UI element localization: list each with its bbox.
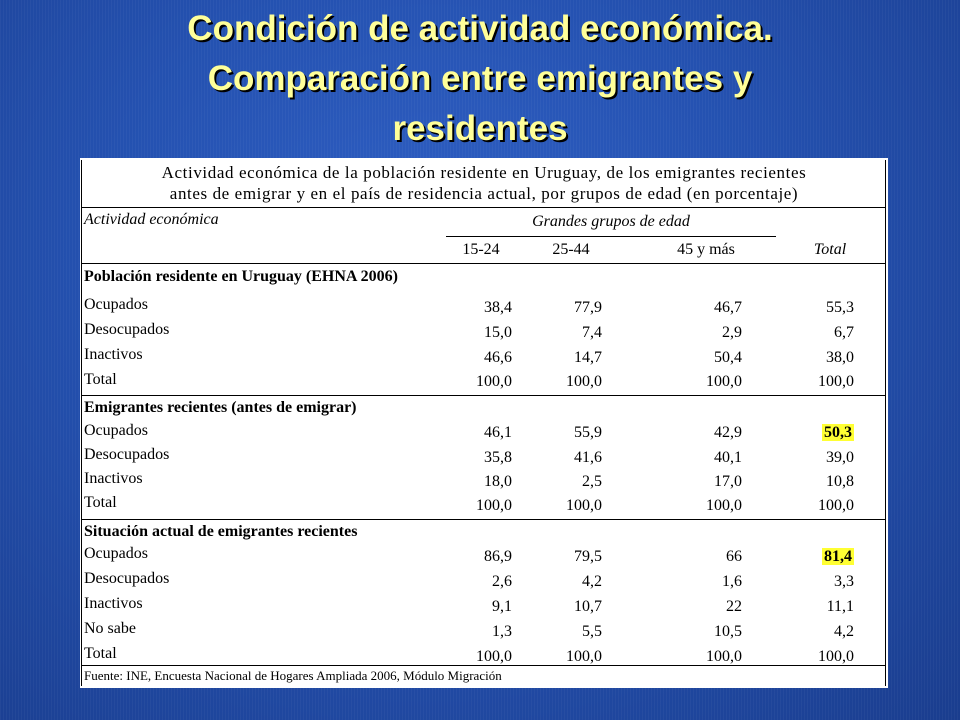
title-line-1: Condición de actividad económica. <box>187 9 773 48</box>
data-table <box>80 158 888 688</box>
value-cell: 100,0 <box>706 497 742 514</box>
value-cell: 42,9 <box>714 424 742 441</box>
value-cell: 100,0 <box>818 373 854 390</box>
value-cell: 2,6 <box>492 573 512 590</box>
highlight-81-4: 81,4 <box>824 548 852 565</box>
value-cell: 100,0 <box>818 648 854 665</box>
value-cell: 35,8 <box>484 449 512 466</box>
slide-title <box>40 4 920 154</box>
value-cell: 2,9 <box>722 324 742 341</box>
value-cell: 7,4 <box>582 324 602 341</box>
value-cell: 100,0 <box>566 648 602 665</box>
section-rule-2 <box>82 519 886 520</box>
row-label: Inactivos <box>84 470 143 487</box>
value-cell: 50,4 <box>714 349 742 366</box>
highlight-50-3: 50,3 <box>824 424 852 441</box>
value-cell: 55,9 <box>574 424 602 441</box>
value-cell: 10,8 <box>826 473 854 490</box>
value-cell: 14,7 <box>574 349 602 366</box>
value-cell: 11,1 <box>826 598 854 615</box>
value-cell: 17,0 <box>714 473 742 490</box>
value-cell: 100,0 <box>566 373 602 390</box>
col-header-15-24: 15-24 <box>462 241 500 258</box>
value-cell: 1,6 <box>722 573 742 590</box>
section-title-residentes: Población residente en Uruguay (EHNA 2006) <box>84 268 398 285</box>
value-cell: 79,5 <box>574 548 602 565</box>
row-label: Ocupados <box>84 422 148 439</box>
value-cell: 9,1 <box>492 598 512 615</box>
caption-line-1: Actividad económica de la población residente en Uruguay, de los emigrantes recientes <box>161 163 807 182</box>
value-cell: 46,1 <box>484 424 512 441</box>
row-label: Total <box>84 371 117 388</box>
value-cell: 77,9 <box>574 299 602 316</box>
row-label: Total <box>84 494 117 511</box>
value-cell: 3,3 <box>834 573 854 590</box>
value-cell: 2,5 <box>582 473 602 490</box>
col-header-25-44: 25-44 <box>552 241 590 258</box>
row-label: Ocupados <box>84 545 148 562</box>
value-cell: 100,0 <box>818 497 854 514</box>
value-cell: 100,0 <box>566 497 602 514</box>
value-cell: 86,9 <box>484 548 512 565</box>
value-cell: 55,3 <box>826 299 854 316</box>
value-cell-highlighted <box>780 547 854 567</box>
value-cell: 15,0 <box>484 324 512 341</box>
section-rule-1 <box>82 395 886 396</box>
value-cell: 100,0 <box>476 373 512 390</box>
col-header-total: Total <box>813 241 847 258</box>
table-source-note: Fuente: INE, Encuesta Nacional de Hogares Ampliada 2006, Módulo Migración <box>84 668 502 683</box>
value-cell: 38,0 <box>826 349 854 366</box>
caption-line-2: antes de emigrar y en el país de residencia actual, por grupos de edad (en porcentaje) <box>169 184 799 203</box>
value-cell: 39,0 <box>826 449 854 466</box>
value-cell: 100,0 <box>706 373 742 390</box>
col-header-45-mas: 45 y más <box>677 241 735 258</box>
table-caption <box>80 162 888 204</box>
section-title-emigrantes-antes: Emigrantes recientes (antes de emigrar) <box>84 399 357 416</box>
value-cell: 5,5 <box>582 623 602 640</box>
value-cell: 4,2 <box>834 623 854 640</box>
group-rule <box>446 236 776 237</box>
row-label: Inactivos <box>84 595 143 612</box>
value-cell-highlighted <box>780 423 854 443</box>
value-cell: 41,6 <box>574 449 602 466</box>
value-cell: 40,1 <box>714 449 742 466</box>
value-cell: 6,7 <box>834 324 854 341</box>
title-line-2: Comparación entre emigrantes y <box>207 59 753 98</box>
value-cell: 18,0 <box>484 473 512 490</box>
row-label: Desocupados <box>84 570 170 587</box>
title-line-3: residentes <box>392 109 568 148</box>
row-label: Total <box>84 645 117 662</box>
value-cell: 4,2 <box>582 573 602 590</box>
row-label: Desocupados <box>84 446 170 463</box>
row-label: Desocupados <box>84 321 170 338</box>
value-cell: 46,6 <box>484 349 512 366</box>
table-border-right <box>885 160 886 686</box>
header-rule-bottom <box>82 263 886 264</box>
value-cell: 100,0 <box>476 648 512 665</box>
row-label: Inactivos <box>84 346 143 363</box>
section-title-situacion-actual: Situación actual de emigrantes recientes <box>84 523 358 540</box>
value-cell: 66 <box>726 548 742 565</box>
value-cell: 100,0 <box>476 497 512 514</box>
value-cell: 10,7 <box>574 598 602 615</box>
value-cell: 10,5 <box>714 623 742 640</box>
value-cell: 100,0 <box>706 648 742 665</box>
value-cell: 46,7 <box>714 299 742 316</box>
value-cell: 22 <box>726 598 742 615</box>
header-rule-top <box>82 207 886 208</box>
row-label: No sabe <box>84 620 136 637</box>
col-header-age-groups: Grandes grupos de edad <box>532 213 690 230</box>
value-cell: 38,4 <box>484 299 512 316</box>
table-border-left <box>81 160 82 686</box>
row-label: Ocupados <box>84 296 148 313</box>
col-header-activity: Actividad económica <box>84 211 219 228</box>
value-cell: 1,3 <box>492 623 512 640</box>
